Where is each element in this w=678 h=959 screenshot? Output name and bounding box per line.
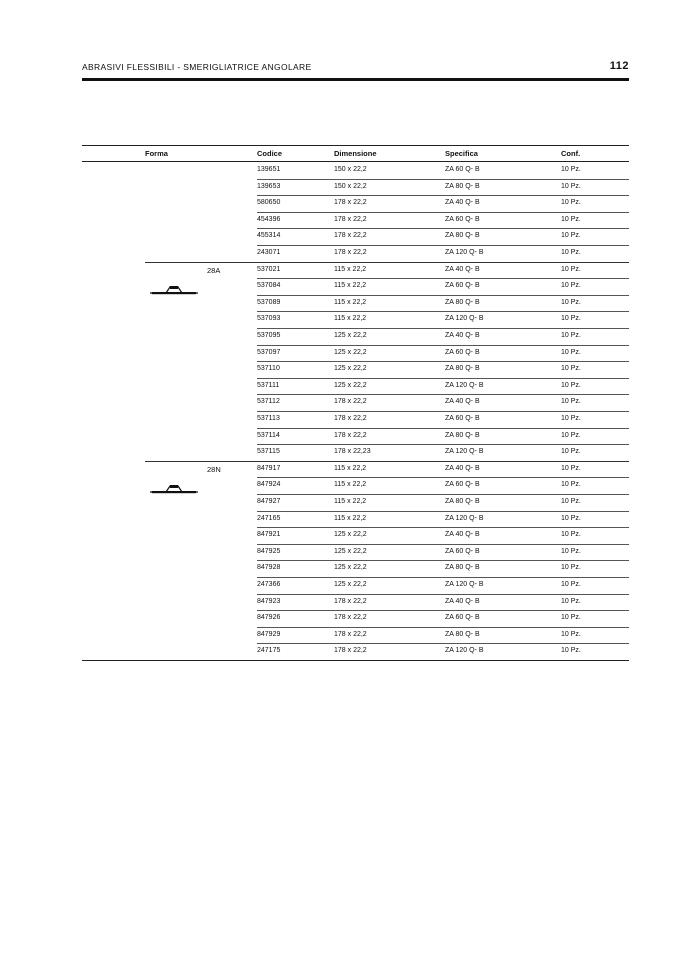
cell-conf: 10 Pz. <box>561 581 581 588</box>
cell-dimensione: 115 x 22,2 <box>334 315 367 323</box>
cell-dimensione: 125 x 22,2 <box>334 531 367 539</box>
cell-conf: 10 Pz. <box>561 232 581 240</box>
cell-dimensione: 125 x 22,2 <box>334 564 367 572</box>
cell-specifica: ZA 40 Q- B <box>445 332 480 339</box>
cell-specifica: ZA 120 Q- B <box>445 448 484 456</box>
cell-specifica: ZA 80 Q- B <box>445 232 480 240</box>
cell-specifica: ZA 120 Q- B <box>445 514 484 522</box>
table-row <box>257 461 629 479</box>
table-row <box>257 527 629 545</box>
table-row <box>257 295 629 313</box>
cell-dimensione: 125 x 22,2 <box>334 365 367 373</box>
cell-specifica: ZA 60 Q- B <box>445 348 480 356</box>
cell-conf: 10 Pz. <box>561 464 581 472</box>
cell-conf: 10 Pz. <box>561 448 581 456</box>
cell-specifica: ZA 80 Q- B <box>445 182 480 190</box>
cell-dimensione: 178 x 22,23 <box>334 448 371 456</box>
cell-specifica: ZA 120 Q- B <box>445 249 484 256</box>
table-bottom-rule <box>82 660 629 661</box>
page-header <box>82 58 629 82</box>
cell-dimensione: 115 x 22,2 <box>334 498 367 505</box>
product-table <box>82 145 629 655</box>
cell-codice: 537021 <box>257 265 281 273</box>
cell-conf: 10 Pz. <box>561 614 581 622</box>
table-row <box>257 212 629 230</box>
cell-dimensione: 178 x 22,2 <box>334 415 367 422</box>
cell-specifica: ZA 60 Q- B <box>445 215 480 223</box>
cell-conf: 10 Pz. <box>561 481 581 489</box>
cell-codice: 537097 <box>257 348 281 356</box>
cell-specifica: ZA 80 Q- B <box>445 431 480 439</box>
table-row <box>257 345 629 363</box>
cell-dimensione: 178 x 22,2 <box>334 199 367 207</box>
cell-specifica: ZA 60 Q- B <box>445 282 480 290</box>
cell-specifica: ZA 60 Q- B <box>445 547 480 555</box>
cell-dimensione: 150 x 22,2 <box>334 166 367 173</box>
cell-specifica: ZA 120 Q- B <box>445 647 484 655</box>
table-header <box>82 145 629 162</box>
cell-specifica: ZA 40 Q- B <box>445 265 480 273</box>
table-row <box>257 278 629 296</box>
table-row <box>257 411 629 429</box>
table-row <box>257 162 629 180</box>
cell-codice: 847921 <box>257 531 281 539</box>
cell-conf: 10 Pz. <box>561 564 581 572</box>
cell-dimensione: 178 x 22,2 <box>334 398 367 406</box>
cell-conf: 10 Pz. <box>561 182 581 190</box>
cell-dimensione: 115 x 22,2 <box>334 464 367 472</box>
cell-codice: 537113 <box>257 415 280 422</box>
cell-codice: 455314 <box>257 232 281 240</box>
cell-codice: 847917 <box>257 464 281 472</box>
cell-specifica: ZA 40 Q- B <box>445 531 480 539</box>
cell-specifica: ZA 40 Q- B <box>445 464 480 472</box>
cell-codice: 139651 <box>257 166 281 173</box>
cell-codice: 847927 <box>257 498 281 505</box>
cell-dimensione: 178 x 22,2 <box>334 232 367 240</box>
cell-specifica: ZA 120 Q- B <box>445 381 484 389</box>
cell-specifica: ZA 60 Q- B <box>445 481 480 489</box>
cell-specifica: ZA 80 Q- B <box>445 630 480 638</box>
cell-codice: 537115 <box>257 448 280 456</box>
column-header-conf: Conf. <box>561 149 581 158</box>
cell-specifica: ZA 40 Q- B <box>445 199 480 207</box>
table-row <box>257 262 629 280</box>
cell-conf: 10 Pz. <box>561 597 581 605</box>
cell-codice: 847924 <box>257 481 281 489</box>
table-row <box>257 544 629 562</box>
cell-codice: 537095 <box>257 332 281 339</box>
cell-conf: 10 Pz. <box>561 514 581 522</box>
cell-conf: 10 Pz. <box>561 381 581 389</box>
table-row <box>257 511 629 529</box>
table-row <box>257 594 629 612</box>
cell-codice: 139653 <box>257 182 281 190</box>
cell-codice: 247165 <box>257 514 281 522</box>
cell-codice: 537084 <box>257 282 281 290</box>
table-row <box>257 428 629 446</box>
cell-codice: 454396 <box>257 215 281 223</box>
cell-dimensione: 178 x 22,2 <box>334 647 367 655</box>
header-rule <box>82 78 629 81</box>
cell-conf: 10 Pz. <box>561 415 581 422</box>
cell-specifica: ZA 60 Q- B <box>445 166 480 173</box>
table-row <box>257 627 629 645</box>
column-header-codice: Codice <box>257 149 283 158</box>
cell-codice: 847925 <box>257 547 281 555</box>
cell-codice: 243071 <box>257 249 281 256</box>
table-row <box>257 328 629 346</box>
page-title: ABRASIVI FLESSIBILI - SMERIGLIATRICE ANGOLARE <box>82 62 312 72</box>
cell-dimensione: 115 x 22,2 <box>334 298 367 306</box>
cell-dimensione: 178 x 22,2 <box>334 249 367 256</box>
table-row <box>257 643 629 661</box>
table-row <box>257 195 629 213</box>
column-header-specifica: Specifica <box>445 149 478 158</box>
forma-label: 28N <box>207 464 221 474</box>
cell-conf: 10 Pz. <box>561 166 581 173</box>
cell-conf: 10 Pz. <box>561 282 581 290</box>
table-row <box>257 394 629 412</box>
cell-specifica: ZA 40 Q- B <box>445 597 480 605</box>
table-row <box>257 610 629 628</box>
cell-conf: 10 Pz. <box>561 348 581 356</box>
cell-conf: 10 Pz. <box>561 647 581 655</box>
cell-codice: 537112 <box>257 398 280 406</box>
cell-dimensione: 125 x 22,2 <box>334 547 367 555</box>
table-row <box>257 378 629 396</box>
forma-label: 28A <box>207 265 221 275</box>
cell-conf: 10 Pz. <box>561 498 581 505</box>
table-row <box>257 444 629 462</box>
cell-specifica: ZA 40 Q- B <box>445 398 480 406</box>
cell-conf: 10 Pz. <box>561 630 581 638</box>
table-row <box>257 577 629 595</box>
cell-specifica: ZA 80 Q- B <box>445 564 480 572</box>
cell-specifica: ZA 60 Q- B <box>445 415 480 422</box>
cell-dimensione: 115 x 22,2 <box>334 481 367 489</box>
cell-codice: 847926 <box>257 614 281 622</box>
cell-codice: 847923 <box>257 597 281 605</box>
table-row <box>257 245 629 263</box>
cell-conf: 10 Pz. <box>561 298 581 306</box>
cell-codice: 537093 <box>257 315 281 323</box>
cell-dimensione: 115 x 22,2 <box>334 265 367 273</box>
cell-codice: 537114 <box>257 431 280 439</box>
table-row <box>257 560 629 578</box>
cell-codice: 537111 <box>257 381 280 389</box>
cell-codice: 847929 <box>257 630 281 638</box>
table-row <box>257 361 629 379</box>
cell-conf: 10 Pz. <box>561 315 581 323</box>
cell-codice: 537089 <box>257 298 281 306</box>
cell-dimensione: 125 x 22,2 <box>334 348 367 356</box>
cell-conf: 10 Pz. <box>561 365 581 373</box>
table-row <box>257 494 629 512</box>
cell-dimensione: 115 x 22,2 <box>334 282 367 290</box>
cell-codice: 580650 <box>257 199 281 207</box>
cell-conf: 10 Pz. <box>561 431 581 439</box>
cell-codice: 247175 <box>257 647 281 655</box>
cell-conf: 10 Pz. <box>561 547 581 555</box>
flap-disc-icon <box>148 482 200 494</box>
cell-specifica: ZA 60 Q- B <box>445 614 480 622</box>
column-header-forma: Forma <box>145 149 168 158</box>
cell-specifica: ZA 80 Q- B <box>445 498 480 505</box>
table-row <box>257 179 629 197</box>
cell-conf: 10 Pz. <box>561 531 581 539</box>
cell-codice: 247366 <box>257 581 281 588</box>
cell-specifica: ZA 80 Q- B <box>445 365 480 373</box>
cell-codice: 847928 <box>257 564 281 572</box>
cell-dimensione: 178 x 22,2 <box>334 431 367 439</box>
cell-specifica: ZA 120 Q- B <box>445 315 484 323</box>
cell-dimensione: 178 x 22,2 <box>334 614 367 622</box>
page-number: 112 <box>609 60 629 72</box>
table-row <box>257 228 629 246</box>
cell-conf: 10 Pz. <box>561 249 581 256</box>
cell-specifica: ZA 120 Q- B <box>445 581 484 588</box>
cell-dimensione: 125 x 22,2 <box>334 381 367 389</box>
cell-specifica: ZA 80 Q- B <box>445 298 480 306</box>
cell-conf: 10 Pz. <box>561 215 581 223</box>
cell-conf: 10 Pz. <box>561 199 581 207</box>
column-header-dimensione: Dimensione <box>334 149 377 158</box>
table-row <box>257 311 629 329</box>
cell-dimensione: 178 x 22,2 <box>334 215 367 223</box>
flap-disc-icon <box>148 283 200 295</box>
cell-dimensione: 178 x 22,2 <box>334 630 367 638</box>
table-row <box>257 477 629 495</box>
cell-dimensione: 125 x 22,2 <box>334 332 367 339</box>
cell-dimensione: 125 x 22,2 <box>334 581 367 588</box>
cell-conf: 10 Pz. <box>561 398 581 406</box>
cell-conf: 10 Pz. <box>561 332 581 339</box>
cell-dimensione: 115 x 22,2 <box>334 514 367 522</box>
cell-dimensione: 178 x 22,2 <box>334 597 367 605</box>
cell-codice: 537110 <box>257 365 280 373</box>
cell-dimensione: 150 x 22,2 <box>334 182 367 190</box>
cell-conf: 10 Pz. <box>561 265 581 273</box>
